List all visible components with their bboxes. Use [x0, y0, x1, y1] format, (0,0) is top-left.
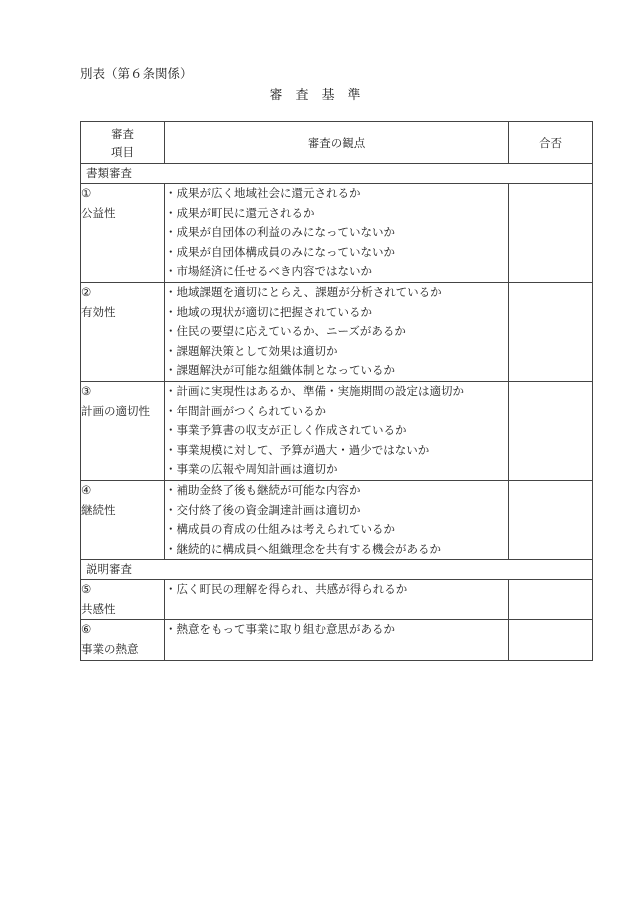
- criteria-points: [165, 282, 509, 381]
- point-item: ・計画に実現性はあるか、準備・実施期間の設定は適切か: [165, 383, 464, 398]
- point-item: ・成果が広く地域社会に還元されるか: [165, 186, 361, 200]
- section-row-document-review: [81, 164, 593, 184]
- criteria-points: [165, 381, 509, 480]
- criteria-name: 継続性: [81, 502, 116, 517]
- criteria-points: [165, 184, 509, 283]
- criteria-name: 事業の熱意: [81, 642, 139, 657]
- point-item: ・地域課題を適切にとらえ、課題が分析されているか: [165, 284, 442, 299]
- verdict-cell: [509, 580, 593, 620]
- header-item-line2: 項目: [111, 144, 134, 159]
- criteria-number: ③: [81, 383, 92, 398]
- point-item: ・事業の広報や周知計画は適切か: [165, 462, 338, 477]
- verdict-cell: [509, 620, 593, 660]
- point-item: ・成果が町民に還元されるか: [165, 205, 315, 220]
- verdict-cell: [509, 480, 593, 559]
- criteria-label: [81, 381, 165, 480]
- page-title: 審 査 基 準: [269, 88, 361, 103]
- point-item: ・課題解決策として効果は適切か: [165, 343, 338, 358]
- point-item: ・広く町民の理解を得られ、共感が得られるか: [165, 582, 408, 597]
- criteria-row-enthusiasm: [81, 620, 593, 660]
- criteria-points: [165, 580, 509, 620]
- header-item: [81, 122, 165, 164]
- point-item: ・成果が自団体の利益のみになっていないか: [165, 225, 395, 240]
- criteria-number: ⑥: [81, 622, 92, 637]
- point-item: ・継続的に構成員へ組織理念を共有する機会があるか: [165, 541, 441, 556]
- criteria-label: [81, 580, 165, 620]
- criteria-row-continuity: [81, 480, 593, 559]
- point-item: ・構成員の育成の仕組みは考えられているか: [165, 522, 395, 537]
- verdict-cell: [509, 184, 593, 283]
- criteria-label: [81, 480, 165, 559]
- criteria-row-effectiveness: [81, 282, 593, 381]
- point-item: ・事業規模に対して、予算が過大・過少ではないか: [165, 442, 430, 457]
- point-item: ・交付終了後の資金調達計画は適切か: [165, 502, 361, 517]
- criteria-name: 共感性: [81, 601, 116, 616]
- criteria-name: 有効性: [81, 304, 116, 319]
- section-title: 説明審査: [81, 560, 593, 580]
- point-item: ・補助金終了後も継続が可能な内容か: [165, 482, 361, 497]
- criteria-number: ⑤: [81, 582, 92, 597]
- criteria-number: ②: [81, 284, 92, 299]
- point-item: ・課題解決が可能な組織体制となっているか: [165, 363, 395, 378]
- criteria-name: 計画の適切性: [81, 403, 150, 418]
- criteria-row-public-benefit: [81, 184, 593, 283]
- criteria-row-plan-appropriateness: [81, 381, 593, 480]
- header-viewpoint: 審査の観点: [165, 122, 509, 164]
- criteria-number: ④: [81, 482, 92, 497]
- section-row-presentation-review: [81, 560, 593, 580]
- criteria-points: [165, 620, 509, 660]
- section-title: 書類審査: [81, 164, 593, 184]
- criteria-row-empathy: [81, 580, 593, 620]
- point-item: ・住民の要望に応えているか、ニーズがあるか: [165, 324, 406, 339]
- point-item: ・地域の現状が適切に把握されているか: [165, 304, 372, 319]
- point-item: ・事業予算書の収支が正しく作成されているか: [165, 423, 407, 438]
- verdict-cell: [509, 381, 593, 480]
- point-item: ・熱意をもって事業に取り組む意思があるか: [165, 622, 395, 637]
- point-item: ・年間計画がつくられているか: [165, 403, 326, 418]
- verdict-cell: [509, 282, 593, 381]
- point-item: ・市場経済に任せるべき内容ではないか: [165, 264, 372, 279]
- header-item-line1: 審査: [111, 126, 134, 141]
- criteria-table: [80, 121, 593, 661]
- criteria-label: [81, 282, 165, 381]
- criteria-number: ①: [81, 186, 92, 200]
- criteria-name: 公益性: [81, 205, 116, 220]
- criteria-label: [81, 184, 165, 283]
- point-item: ・成果が自団体構成員のみになっていないか: [165, 244, 395, 259]
- criteria-label: [81, 620, 165, 660]
- table-header-row: [81, 122, 593, 164]
- header-verdict: 合否: [509, 122, 593, 164]
- criteria-points: [165, 480, 509, 559]
- table-caption: 別表（第６条関係）: [80, 66, 193, 81]
